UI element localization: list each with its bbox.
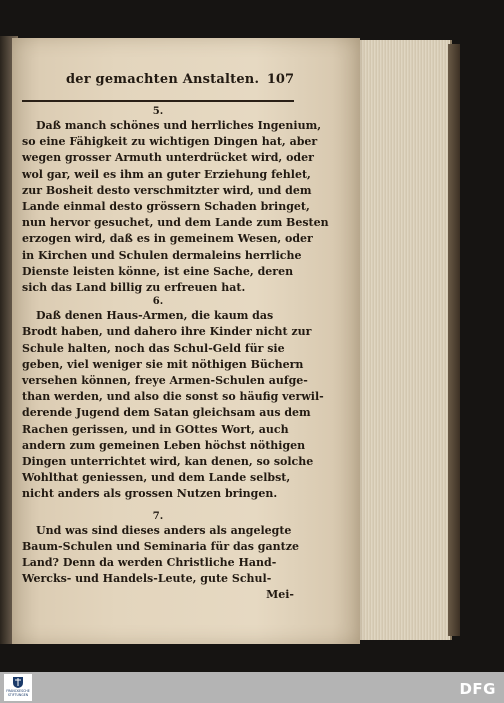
crest-icon [13, 677, 23, 688]
book-page-edges [350, 40, 452, 640]
text-line: Lande einmal desto grössern Schaden bringet, [22, 200, 310, 214]
text-line: Dienste leisten könne, ist eine Sache, deren [22, 264, 294, 278]
book-cover-edge [448, 44, 460, 636]
text-line: in Kirchen und Schulen dermaleins herrliche [22, 248, 302, 262]
text-line: versehen können, freye Armen-Schulen aufge- [22, 374, 308, 388]
text-line: Land? Denn da werden Christliche Hand- [22, 556, 277, 570]
text-line: andern zum gemeinen Leben höchst nöthigen [22, 438, 306, 452]
text-line: Und was sind dieses anders als angelegte [36, 523, 292, 537]
text-line: so eine Fähigkeit zu wichtigen Dingen hat, aber [22, 135, 318, 149]
library-logo-text: FRANCKESCHE STIFTUNGEN [6, 689, 30, 697]
text-line: erzogen wird, daß es in gemeinem Wesen, oder [22, 232, 313, 246]
page-number: 107 [266, 72, 294, 87]
running-head: der gemachten Anstalten. [66, 72, 260, 87]
text-line: geben, viel weniger sie mit nöthigen Büchern [22, 357, 304, 371]
text-line: Wercks- und Handels-Leute, gute Schul- [22, 572, 272, 586]
text-line: than werden, und also die sonst so häufig verwil- [22, 390, 324, 404]
text-line: Brodt haben, und dahero ihre Kinder nicht zur [22, 325, 312, 339]
text-line: Schule halten, noch das Schul-Geld für sie [22, 341, 285, 355]
catchword: Mei- [266, 588, 294, 602]
text-line: derende Jugend dem Satan gleichsam aus dem [22, 406, 311, 420]
page-header [22, 72, 294, 98]
viewer-footer [0, 672, 504, 703]
text-line: sich das Land billig zu erfreuen hat. [22, 281, 246, 295]
text-line: Wohlthat geniessen, und dem Lande selbst, [22, 471, 291, 485]
paragraph-6 [22, 308, 324, 502]
section-number: 7. [152, 510, 164, 522]
text-line: nicht anders als grossen Nutzen bringen. [22, 487, 278, 501]
header-rule [22, 100, 294, 102]
section-number: 5. [152, 106, 164, 117]
section-number: 6. [152, 296, 164, 308]
text-line: Baum-Schulen und Seminaria für das gantze [22, 539, 299, 553]
text-line: Daß manch schönes und herrliches Ingenium, [36, 119, 322, 132]
text-line: nun hervor gesuchet, und dem Lande zum Besten [22, 216, 329, 230]
text-line: Dingen unterrichtet wird, kan denen, so solche [22, 455, 314, 469]
text-line: Rachen gerissen, und in GOttes Wort, auch [22, 422, 289, 436]
library-logo[interactable] [4, 674, 32, 701]
text-line: zur Bosheit desto verschmitzter wird, und dem [22, 183, 312, 197]
page-text [22, 72, 329, 604]
paragraph-5 [22, 118, 329, 296]
paragraph-7 [22, 523, 299, 604]
text-line: Daß denen Haus-Armen, die kaum das [36, 309, 274, 323]
text-line: wol gar, weil es ihm an guter Erziehung fehlet, [22, 167, 311, 181]
text-line: wegen grosser Armuth unterdrücket wird, oder [22, 151, 314, 165]
dfg-logo[interactable]: DFG [459, 680, 496, 698]
